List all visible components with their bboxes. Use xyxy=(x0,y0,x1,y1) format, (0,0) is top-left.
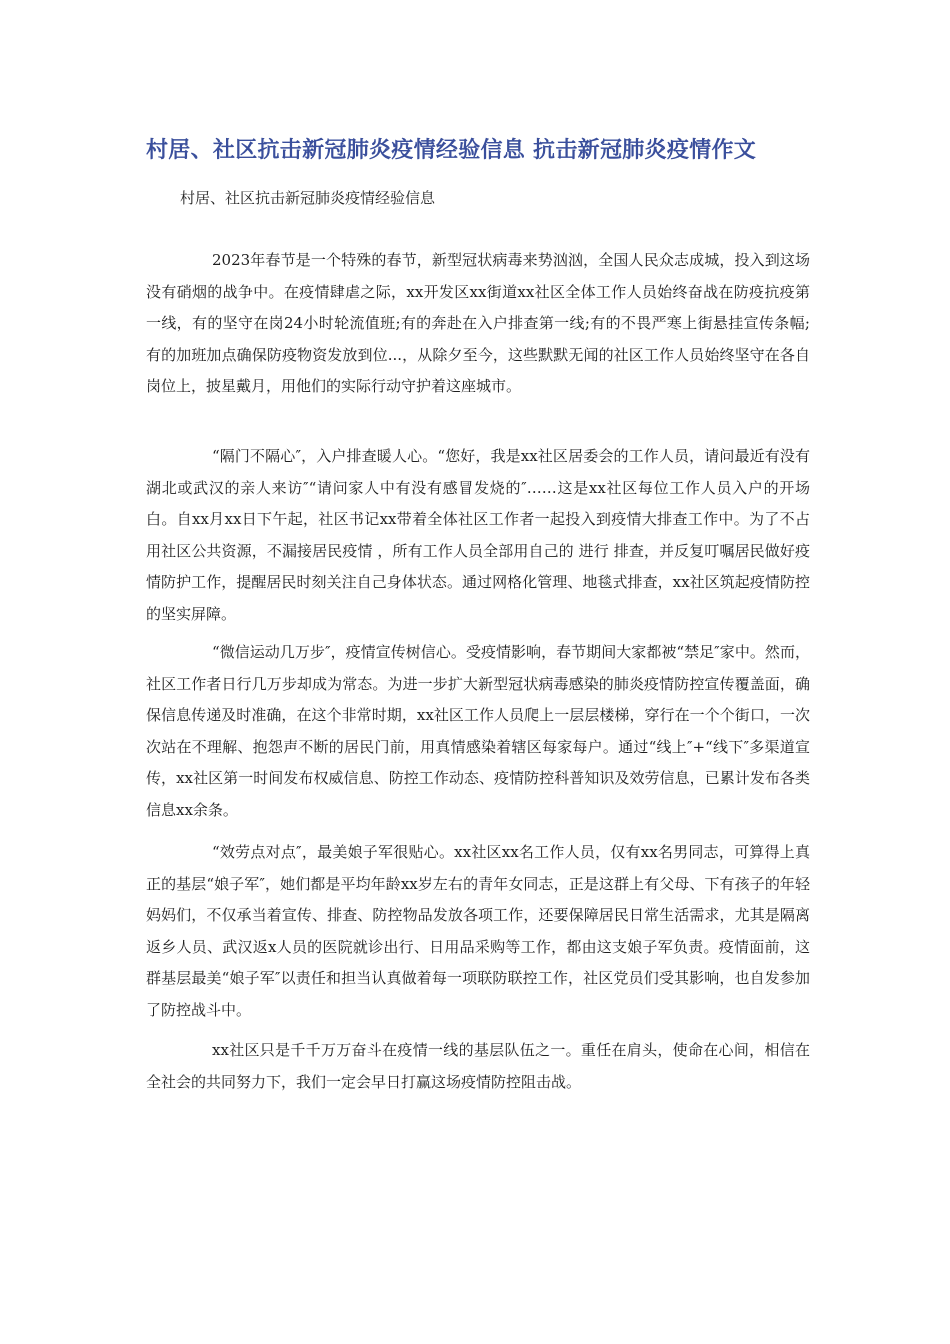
paragraph-door-to-door: “隔门不隔心″，入户排查暖人心。“您好，我是xx社区居委会的工作人员，请问最近有没有湖北或武汉的亲人来访″“请问家人中有没有感冒发烧的″……这是xx社区每位工作人员入户的开场白。自xx月xx日下午起，社区书记xx带着全体社区工作者一起投入到疫情大排查工作中。为了不占用社区公共资源，不漏接居民疫情 ，所有工作人员全部用自己的 进行 排查，并反复叮嘱居民做好疫情防护工作，提醒居民时刻关注自己身体状态。通过网格化管理、地毯式排查，xx社区筑起疫情防控的坚实屏障。 xyxy=(146,447,810,623)
paragraph-intro: 2023年春节是一个特殊的春节，新型冠状病毒来势汹汹，全国人民众志成城，投入到这场没有硝烟的战争中。在疫情肆虐之际，xx开发区xx街道xx社区全体工作人员始终奋战在防疫抗疫第一线，有的坚守在岗24小时轮流值班;有的奔赴在入户排查第一线;有的不畏严寒上街悬挂宣传条幅;有的加班加点确保防疫物资发放到位...，从除夕至今，这些默默无闻的社区工作人员始终坚守在各自岗位上，披星戴月，用他们的实际行动守护着这座城市。 xyxy=(146,251,810,395)
page-title: 村居、社区抗击新冠肺炎疫情经验信息 抗击新冠肺炎疫情作文 xyxy=(146,138,757,163)
document-subtitle: 村居、社区抗击新冠肺炎疫情经验信息 xyxy=(180,189,436,207)
paragraph-conclusion: xx社区只是千千万万奋斗在疫情一线的基层队伍之一。重任在肩头，使命在心间，相信在全社会的共同努力下，我们一定会早日打赢这场疫情防控阻击战。 xyxy=(146,1041,810,1091)
paragraph-publicity: “微信运动几万步″，疫情宣传树信心。受疫情影响，春节期间大家都被“禁足″家中。然而，社区工作者日行几万步却成为常态。为进一步扩大新型冠状病毒感染的肺炎疫情防控宣传覆盖面，确保信息传递及时准确，在这个非常时期，xx社区工作人员爬上一层层楼梯，穿行在一个个街口，一次次站在不理解、抱怨声不断的居民门前，用真情感染着辖区每家每户。通过“线上″+“线下″多渠道宣传，xx社区第一时间发布权威信息、防控工作动态、疫情防控科普知识及效劳信息，已累计发布各类信息xx余条。 xyxy=(146,643,810,819)
paragraph-women-team: “效劳点对点″，最美娘子军很贴心。xx社区xx名工作人员，仅有xx名男同志，可算得上真正的基层“娘子军″，她们都是平均年龄xx岁左右的青年女同志，正是这群上有父母、下有孩子的年轻妈妈们，不仅承当着宣传、排查、防控物品发放各项工作，还要保障居民日常生活需求，尤其是隔离返乡人员、武汉返x人员的医院就诊出行、日用品采购等工作，都由这支娘子军负责。疫情面前，这群基层最美“娘子军″以责任和担当认真做着每一项联防联控工作，社区党员们受其影响，也自发参加了防控战斗中。 xyxy=(146,843,810,1019)
